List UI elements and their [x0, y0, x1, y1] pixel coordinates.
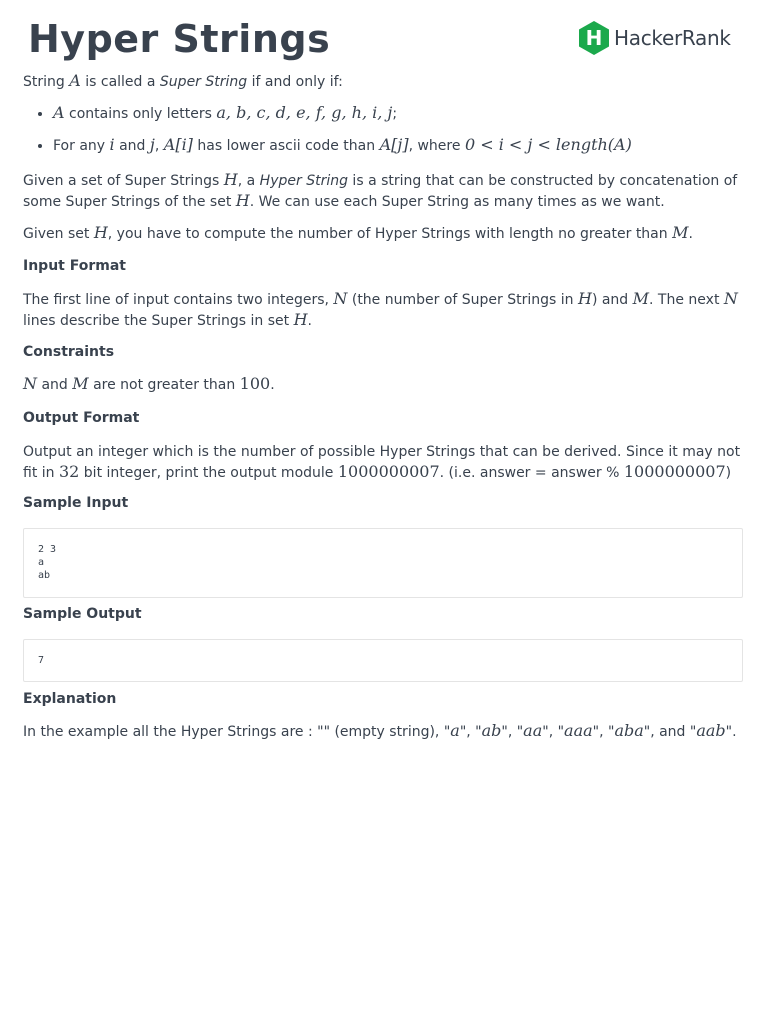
page-header: [23, 0, 745, 66]
logo-text: HackerRank: [614, 26, 731, 50]
output-format-heading: Output Format: [23, 410, 140, 426]
sample-output-heading: Sample Output: [23, 606, 142, 622]
explanation-heading: Explanation: [23, 691, 117, 707]
hackerrank-logo[interactable]: [577, 20, 731, 56]
page-title: Hyper Strings: [28, 17, 331, 61]
sample-output-text: 7: [38, 655, 45, 666]
explanation-text: In the example all the Hyper Strings are : "" (empty string), "a", "ab", "aa", "aaa", "aba", and "aab".: [23, 721, 737, 740]
problem-page: [23, 0, 745, 740]
task-statement: Given set H, you have to compute the number of Hyper Strings with length no greater than M.: [23, 223, 693, 242]
input-format-heading: Input Format: [23, 258, 126, 274]
sample-input-heading: Sample Input: [23, 495, 129, 511]
condition-ascii-order: • For any i and j, A[i] has lower ascii code than A[j], where 0 < i < j < length(A): [53, 134, 632, 166]
constraints-text: N and M are not greater than 100.: [23, 374, 275, 393]
super-string-definition: String A is called a Super String if and only if:: [23, 71, 343, 90]
condition-letters: • A contains only letters a, b, c, d, e, f, g, h, i, j;: [53, 102, 632, 134]
sample-output-code[interactable]: [23, 639, 743, 682]
hyper-string-definition: Given a set of Super Strings H, a Hyper String is a string that can be constructed by concatenation of some Super Strings of the set H. We can use each Super String as many times as we want.: [23, 170, 738, 210]
hackerrank-hexagon-icon: [577, 20, 611, 56]
input-format-text: The first line of input contains two integers, N (the number of Super Strings in H) and M. The next N lines describe the Super Strings in set H.: [23, 289, 738, 329]
sample-input-code[interactable]: [23, 528, 743, 598]
super-string-conditions: [23, 102, 632, 166]
constraints-heading: Constraints: [23, 344, 115, 360]
sample-input-text: 2 3 a ab: [38, 544, 57, 581]
logo-mark-letter: H: [585, 26, 603, 50]
output-format-text: Output an integer which is the number of possible Hyper Strings that can be derived. Since it may not fit in 32 bit integer, print the output module 1000000007. (i.e. answer = answer % 1000000007): [23, 444, 741, 481]
